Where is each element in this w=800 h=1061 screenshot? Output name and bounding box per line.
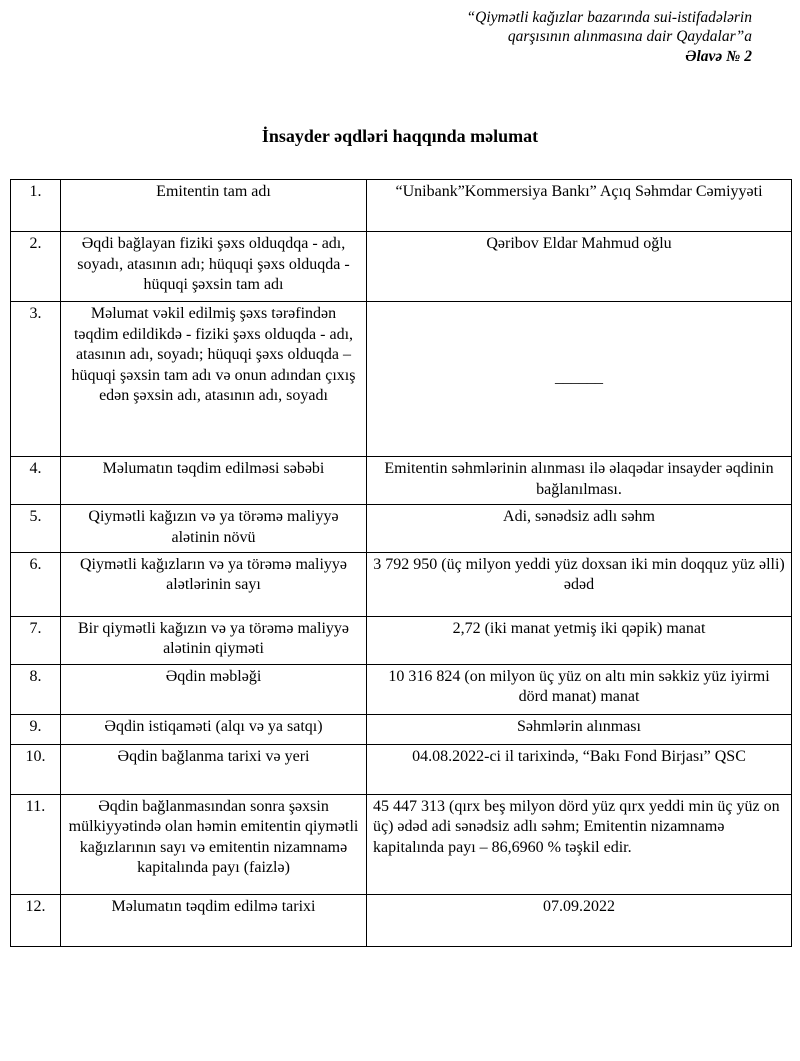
row-value: 45 447 313 (qırx beş milyon dörd yüz qırx yeddi min üç yüz on üç) ədəd adi sənədsiz adlı səhm; Emitentin nizamnamə kapitalında payı – 86,6960 % təşkil edir. [367,794,792,894]
row-number: 9. [11,714,61,744]
row-value: Emitentin səhmlərinin alınması ilə əlaqədar insayder əqdinin bağlanılması. [367,457,792,505]
row-number: 6. [11,553,61,617]
row-value: “Unibank”Kommersiya Bankı” Açıq Səhmdar Cəmiyyəti [367,180,792,232]
row-label: Məlumatın təqdim edilmə tarixi [61,894,367,946]
table-row [11,894,792,946]
row-number: 2. [11,232,61,302]
header-line-2: qarşısının alınmasına dair Qaydalar”a [507,28,752,46]
table-row [11,232,792,302]
row-label: Əqdin istiqaməti (alqı və ya satqı) [61,714,367,744]
table-row [11,553,792,617]
row-number: 4. [11,457,61,505]
document-header [0,0,800,66]
insider-deal-table [10,179,792,947]
table-row [11,302,792,457]
row-label: Məlumatın təqdim edilməsi səbəbi [61,457,367,505]
row-label: Əqdi bağlayan fiziki şəxs olduqdqa - adı, soyadı, atasının adı; hüquqi şəxs olduqda - hüquqi şəxsin tam adı [61,232,367,302]
row-label: Əqdin bağlanmasından sonra şəxsin mülkiyyətində olan həmin emitentin qiymətli kağızlarının sayı və emitentin nizamnamə kapitalında payı (faizlə) [61,794,367,894]
page-title: İnsayder əqdləri haqqında məlumat [261,126,539,147]
row-value: 3 792 950 (üç milyon yeddi yüz doxsan iki min doqquz yüz əlli) ədəd [367,553,792,617]
row-number: 1. [11,180,61,232]
row-label: Emitentin tam adı [61,180,367,232]
table-row [11,505,792,553]
row-label: Qiymətli kağızların və ya törəmə maliyyə alətlərinin sayı [61,553,367,617]
annex-number: Əlavə № 2 [685,47,752,65]
row-value: Adi, sənədsiz adlı səhm [367,505,792,553]
row-label: Əqdin bağlanma tarixi və yeri [61,744,367,794]
row-label: Qiymətli kağızın və ya törəmə maliyyə alətinin növü [61,505,367,553]
table-row [11,794,792,894]
row-label: Məlumat vəkil edilmiş şəxs tərəfindən təqdim edildikdə - fiziki şəxs olduqda - adı, atasının adı, soyadı; hüquqi şəxs olduqda – hüquqi şəxsin tam adı və onun adından çıxış edən şəxsin adı, atasının adı, soyadı [61,302,367,457]
table-row [11,617,792,665]
row-number: 5. [11,505,61,553]
table-row [11,664,792,714]
table-row [11,744,792,794]
table-row [11,714,792,744]
row-number: 3. [11,302,61,457]
row-number: 7. [11,617,61,665]
row-value: 10 316 824 (on milyon üç yüz on altı min səkkiz yüz iyirmi dörd manat) manat [367,664,792,714]
row-label: Bir qiymətli kağızın və ya törəmə maliyyə alətinin qiyməti [61,617,367,665]
header-line-1: “Qiymətli kağızlar bazarında sui-istifadələrin [466,9,752,26]
row-value: 04.08.2022-ci il tarixində, “Bakı Fond Birjası” QSC [367,744,792,794]
row-number: 8. [11,664,61,714]
row-value: 07.09.2022 [367,894,792,946]
row-value: ______ [367,302,792,457]
row-number: 10. [11,744,61,794]
table-row [11,180,792,232]
row-value: Səhmlərin alınması [367,714,792,744]
row-value: 2,72 (iki manat yetmiş iki qəpik) manat [367,617,792,665]
row-value: Qəribov Eldar Mahmud oğlu [367,232,792,302]
table-row [11,457,792,505]
row-number: 12. [11,894,61,946]
row-label: Əqdin məbləği [61,664,367,714]
row-number: 11. [11,794,61,894]
